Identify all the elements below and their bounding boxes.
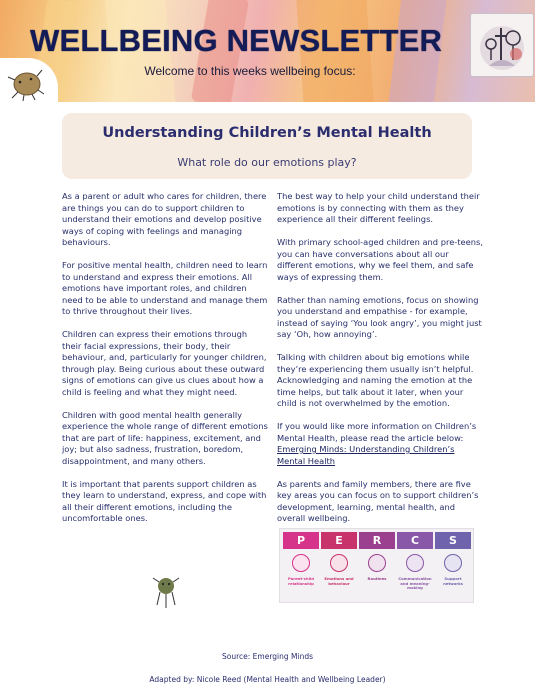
article-link[interactable]: Emerging Minds: Understanding Children’s Mental Health xyxy=(277,444,455,466)
right-column xyxy=(277,191,483,536)
paragraph: Talking with children about big emotions while they’re experiencing them usually isn’t helpful. Acknowledging and naming the emotion at the time helps, but talk about it later, when your child is not overwhelmed by the emotion. xyxy=(277,352,474,408)
paragraph: It is important that parents support children as they learn to understand, express, and cope with all their different emotions, including the uncomfortable ones. xyxy=(62,478,267,523)
percs-label: Emotions and behaviour xyxy=(324,577,354,586)
percs-card-s xyxy=(435,532,471,598)
paragraph: Children with good mental health generally experience the whole range of different emotions that are part of life: happiness, excitement, and joy; but also sadness, frustration, boredom, disappointment, and many others. xyxy=(62,409,268,466)
newsletter-banner xyxy=(0,0,535,102)
percs-card-c xyxy=(397,532,433,598)
clock-icon xyxy=(368,554,386,572)
percs-label: Parent-child relationship xyxy=(287,577,315,586)
paragraph-text: If you would like more information on Children’s Mental Health, please read the article below: xyxy=(277,421,477,443)
paragraph: As a parent or adult who cares for children, there are things you can do to support children to understand their emotions and develop positive ways of coping with feelings and managing behaviours. xyxy=(62,191,267,247)
lightbulb-icon xyxy=(406,554,424,572)
adapted-credit: Adapted by: Nicole Reed (Mental Health and Wellbeing Leader) xyxy=(149,675,386,684)
percs-letter: E xyxy=(321,532,357,549)
percs-graphic xyxy=(279,528,474,603)
percs-letter: P xyxy=(283,532,319,549)
paragraph: As parents and family members, there are five key areas you can focus on to support children’s development, learning, mental health, and overall wellbeing. xyxy=(277,478,479,523)
percs-label: Communication and meaning-making xyxy=(398,577,432,591)
face-icon xyxy=(330,554,348,572)
paragraph: For positive mental health, children need to learn to understand and express their emotions. All emotions have important roles, and children need to be able to understand and manage them to thrive throughout their lives. xyxy=(62,260,268,316)
paragraph: Rather than naming emotions, focus on showing you understand and empathise - for example, instead of saying ‘You look angry’, you might just say ‘Oh, how annoying’. xyxy=(277,294,482,339)
network-icon xyxy=(444,554,462,572)
percs-card-r xyxy=(359,532,395,598)
welcome-text: Welcome to this weeks wellbeing focus: xyxy=(144,64,356,78)
article-header-card xyxy=(62,113,472,179)
paragraph: With primary school-aged children and pre-teens, you can have conversations about all our different emotions, why we feel them, and safe ways of expressing them. xyxy=(277,237,483,282)
source-credit: Source: Emerging Minds xyxy=(222,652,313,661)
paragraph-with-link xyxy=(277,421,483,467)
percs-letter: R xyxy=(359,532,395,549)
percs-card-p xyxy=(283,532,319,598)
percs-letter: C xyxy=(397,532,433,549)
article-subtitle: What role do our emotions play? xyxy=(177,156,357,169)
percs-label: Routines xyxy=(367,577,387,581)
percs-letter: S xyxy=(435,532,471,549)
school-logo xyxy=(470,13,534,77)
left-column xyxy=(62,191,268,536)
paragraph: The best way to help your child understand their emotions is by connecting with them as they experience all their different feelings. xyxy=(277,191,480,224)
newsletter-title: WELLBEING NEWSLETTER xyxy=(30,23,443,58)
paragraph: Children can express their emotions through their facial expressions, their body, their behaviour, and, particularly for younger children, through play. Being curious about these outward signs of emotions can give us clues about how a child is feeling and what they might need. xyxy=(62,329,267,397)
percs-label: Support networks xyxy=(443,577,463,586)
family-icon xyxy=(292,554,310,572)
article-title: Understanding Children’s Mental Health xyxy=(102,125,432,141)
tree-cross-icon xyxy=(471,14,533,76)
percs-card-e xyxy=(321,532,357,598)
bug-illustration-small xyxy=(150,572,182,610)
